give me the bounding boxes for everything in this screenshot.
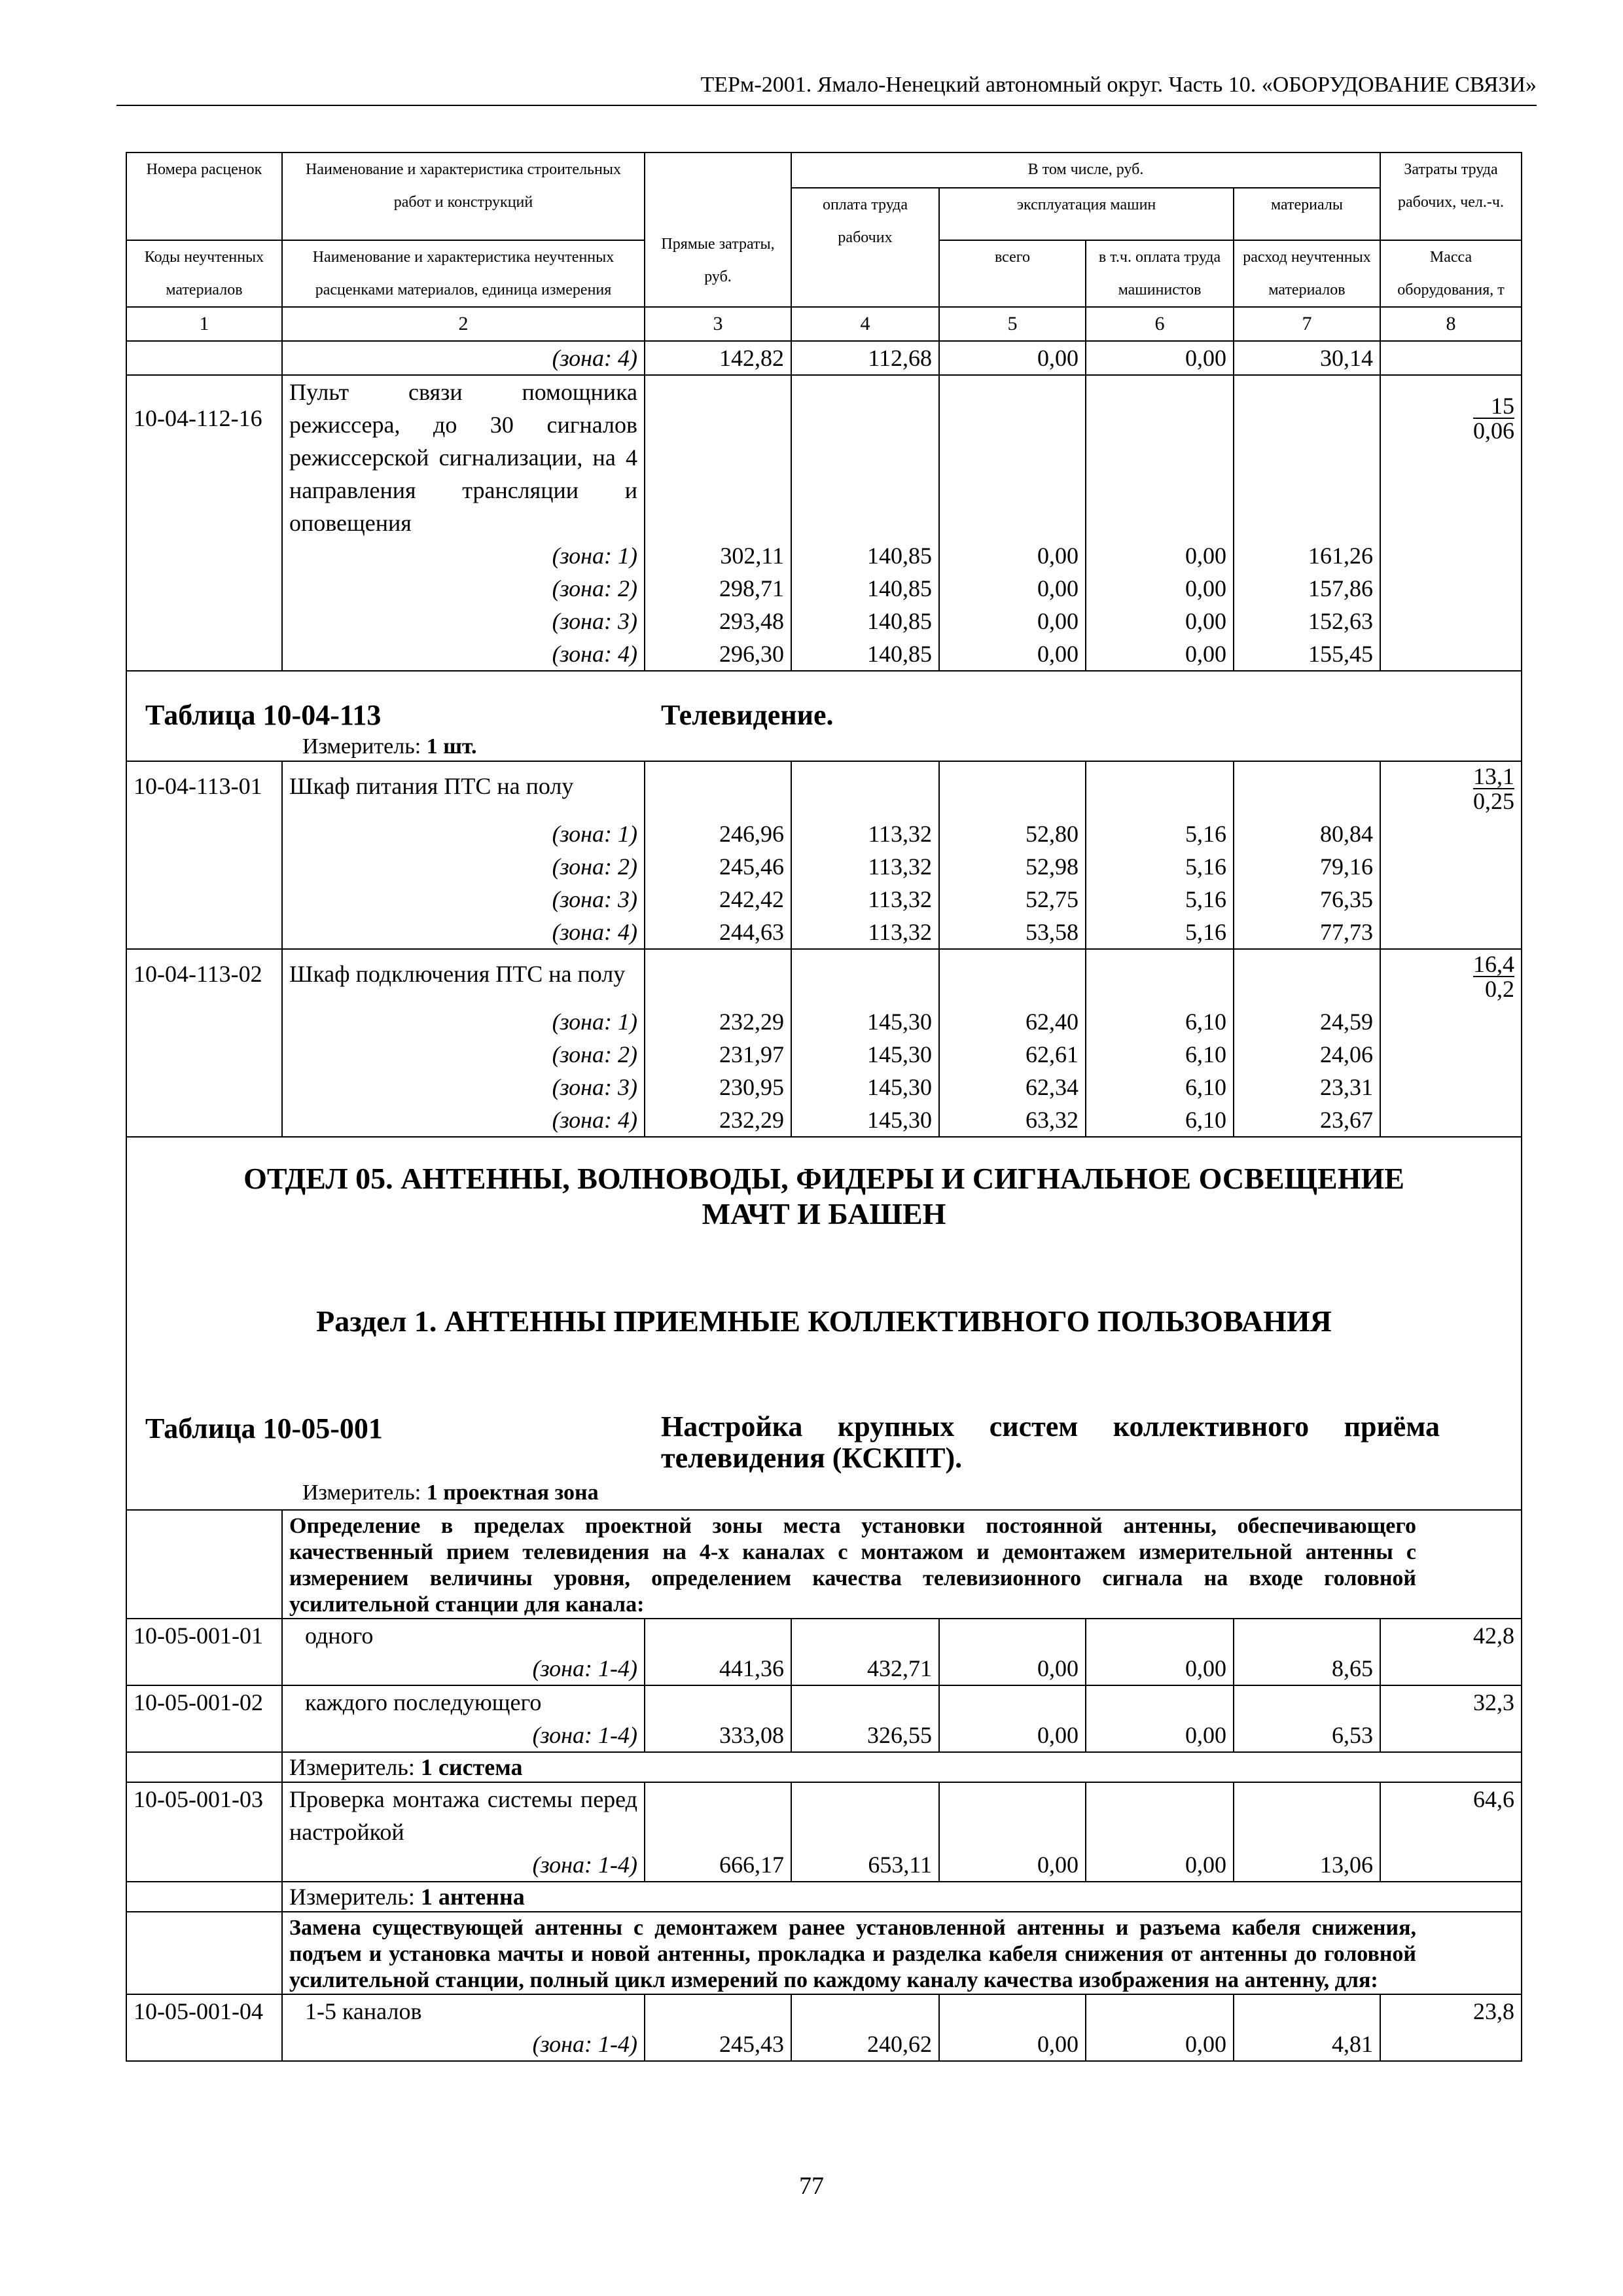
labor-value: 64,6 [1380,1782,1522,1848]
cell: 145,30 [791,1103,939,1137]
cell: 296,30 [645,637,791,671]
table-title: Настройка крупных систем коллективного приёма телевидения (КСКПТ). [661,1410,1440,1474]
table-row [126,949,1522,1005]
department-title [134,1161,1514,1232]
cell: 24,59 [1234,1005,1380,1038]
zone-label: (зона: 2) [282,572,645,605]
cell: 8,65 [1234,1652,1380,1685]
labor-mass [1380,949,1522,1005]
table-row [126,1619,1522,1652]
zone-label: (зона: 4) [282,1103,645,1137]
cell: 6,10 [1086,1005,1234,1038]
section-block [126,1137,1522,1510]
table-row [126,817,1522,850]
colnum-2: 2 [282,307,645,341]
mass-value: 0,25 [1473,788,1514,814]
cell: 0,00 [939,572,1086,605]
cell: 245,46 [645,850,791,883]
cell: 0,00 [939,1652,1086,1685]
colnum-3: 3 [645,307,791,341]
cell: 0,00 [1086,572,1234,605]
measure-unit [134,733,1514,761]
col1-header: Номера расценок [126,152,282,240]
labor-value: 15 [1473,394,1514,419]
measure-value: 1 система [420,1754,523,1780]
table-row [126,761,1522,817]
rates-table [126,152,1522,2062]
machines-header: эксплуатация машин [939,188,1234,240]
cell: 232,29 [645,1005,791,1038]
mass-value: 0,2 [1485,976,1514,1002]
rate-code: 10-04-113-02 [126,949,282,1005]
colnum-4: 4 [791,307,939,341]
cell: 5,16 [1086,817,1234,850]
zone-label: (зона: 4) [282,637,645,671]
mass-value: 0,06 [1473,418,1514,444]
description-row [126,1510,1522,1619]
table-row [126,1071,1522,1103]
labor-mass [1380,375,1522,539]
cell: 80,84 [1234,817,1380,850]
cell: 653,11 [791,1848,939,1882]
rate-name: каждого последующего [282,1685,645,1719]
cell: 6,10 [1086,1071,1234,1103]
table-row [126,637,1522,671]
description-row [126,1912,1522,1994]
cell: 76,35 [1234,883,1380,916]
cell: 112,68 [791,341,939,375]
cell: 113,32 [791,883,939,916]
cell: 6,10 [1086,1103,1234,1137]
cell: 62,61 [939,1038,1086,1071]
rate-name: одного [282,1619,645,1652]
labor-value: 32,3 [1380,1685,1522,1719]
cell: 62,34 [939,1071,1086,1103]
cell: 13,06 [1234,1848,1380,1882]
col5-header: всего [939,240,1086,307]
measure-value: 1 проектная зона [426,1480,599,1505]
table-row [126,883,1522,916]
rate-code: 10-04-113-01 [126,761,282,817]
zone-label: (зона: 1) [282,1005,645,1038]
department-title-line1: ОТДЕЛ 05. АНТЕННЫ, ВОЛНОВОДЫ, ФИДЕРЫ И СИГНАЛЬНОЕ ОСВЕЩЕНИЕ [243,1162,1404,1195]
cell: 0,00 [1086,1652,1234,1685]
measure-value: 1 шт. [426,734,477,759]
cell: 152,63 [1234,605,1380,637]
cell: 0,00 [1086,2028,1234,2061]
labor-value: 13,1 [1473,763,1514,789]
cell: 6,10 [1086,1038,1234,1071]
measure-value: 1 антенна [420,1884,525,1910]
table-title: Телевидение. [661,699,834,731]
cell: 53,58 [939,916,1086,949]
col2-subheader: Наименование и характеристика неучтенных расценками материалов, единица измерения [282,240,645,307]
cell: 77,73 [1234,916,1380,949]
rate-code: 10-05-001-01 [126,1619,282,1652]
col6-header: в т.ч. оплата труда машинистов [1086,240,1234,307]
table-row [126,850,1522,883]
cell: 113,32 [791,916,939,949]
labor-mass [1380,761,1522,817]
table-row [126,1848,1522,1882]
measure-label: Измеритель: [289,1884,415,1910]
measure-row [126,1882,1522,1912]
col1-subheader: Коды неучтенных материалов [126,240,282,307]
zone-label: (зона: 1-4) [282,1848,645,1882]
measure-label: Измеритель: [289,1754,415,1780]
cell: 432,71 [791,1652,939,1685]
table-row [126,1038,1522,1071]
cell: 145,30 [791,1071,939,1103]
cell: 293,48 [645,605,791,637]
table-row [126,1719,1522,1752]
cell: 140,85 [791,605,939,637]
cell: 52,75 [939,883,1086,916]
department-title-line2: МАЧТ И БАШЕН [702,1197,946,1230]
zone-label: (зона: 1-4) [282,1652,645,1685]
page-number: 77 [799,2172,824,2200]
table-row [126,572,1522,605]
table-row [126,1652,1522,1685]
zone-label: (зона: 2) [282,1038,645,1071]
cell: 232,29 [645,1103,791,1137]
cell: 23,67 [1234,1103,1380,1137]
cell: 0,00 [1086,605,1234,637]
cell: 145,30 [791,1005,939,1038]
cell: 140,85 [791,539,939,572]
rate-name: Шкаф питания ПТС на полу [282,761,645,817]
cell: 244,63 [645,916,791,949]
cell: 0,00 [1086,341,1234,375]
cell: 52,80 [939,817,1086,850]
rate-name: Шкаф подключения ПТС на полу [282,949,645,1005]
section-title: Раздел 1. АНТЕННЫ ПРИЕМНЫЕ КОЛЛЕКТИВНОГО ПОЛЬЗОВАНИЯ [316,1304,1332,1338]
cell: 0,00 [1086,637,1234,671]
cell: 5,16 [1086,916,1234,949]
cell: 0,00 [1086,1719,1234,1752]
cell: 326,55 [791,1719,939,1752]
zone-label: (зона: 4) [282,341,645,375]
cell: 62,40 [939,1005,1086,1038]
table-row [126,605,1522,637]
col8-header: Затраты труда рабочих, чел.-ч. [1380,152,1522,240]
cell: 246,96 [645,817,791,850]
cell: 113,32 [791,817,939,850]
cell: 0,00 [1086,1848,1234,1882]
cell: 155,45 [1234,637,1380,671]
rate-name: 1-5 каналов [282,1994,645,2028]
cell: 242,42 [645,883,791,916]
zone-label: (зона: 4) [282,916,645,949]
measure-row [126,1752,1522,1782]
cell: 5,16 [1086,883,1234,916]
labor-value: 16,4 [1473,951,1514,977]
labor-value: 23,8 [1380,1994,1522,2028]
table-row [126,375,1522,539]
materials-header: материалы [1234,188,1380,240]
cell: 140,85 [791,637,939,671]
rate-name: Проверка монтажа системы перед настройкой [282,1782,645,1848]
table-row [126,539,1522,572]
zone-label: (зона: 1) [282,539,645,572]
cell: 0,00 [939,637,1086,671]
cell: 63,32 [939,1103,1086,1137]
zone-label: (зона: 1) [282,817,645,850]
col8-subheader: Масса оборудования, т [1380,240,1522,307]
table-row [126,1005,1522,1038]
cell: 79,16 [1234,850,1380,883]
colnum-6: 6 [1086,307,1234,341]
colnum-1: 1 [126,307,282,341]
zone-label: (зона: 3) [282,605,645,637]
table-number: Таблица 10-04-113 [145,699,382,731]
col2-header: Наименование и характеристика строительных работ и конструкций [282,152,645,240]
col3-header: Прямые затраты, руб. [645,152,791,307]
cell: 0,00 [939,1719,1086,1752]
cell: 142,82 [645,341,791,375]
measure-unit [134,1479,1514,1507]
zone-label: (зона: 3) [282,883,645,916]
measure-label: Измеритель: [302,1480,421,1505]
column-numbers-row [126,307,1522,341]
cell: 0,00 [939,1848,1086,1882]
cell: 0,00 [939,341,1086,375]
cell: 157,86 [1234,572,1380,605]
cell: 441,36 [645,1652,791,1685]
work-description: Замена существующей антенны с демонтажем ранее установленной антенны и разъема кабеля снижения, подъем и установка мачты и новой антенны, прокладка и разделка кабеля снижения от антенны до головной усилительной станции, полный цикл измерений по каждому каналу качества изображения на антенну, для: [289,1916,1416,1992]
cell: 113,32 [791,850,939,883]
colnum-5: 5 [939,307,1086,341]
col7-header: расход неучтенных материалов [1234,240,1380,307]
table-row [126,1994,1522,2028]
zone-label: (зона: 1-4) [282,2028,645,2061]
cell: 0,00 [939,2028,1086,2061]
zone-label: (зона: 1-4) [282,1719,645,1752]
cell: 4,81 [1234,2028,1380,2061]
cell: 0,00 [939,539,1086,572]
incl-header: В том числе, руб. [791,152,1380,188]
cell: 161,26 [1234,539,1380,572]
cell: 666,17 [645,1848,791,1882]
rate-name: Пульт связи помощника режиссера, до 30 сигналов режиссерской сигнализации, на 4 направления трансляции и оповещения [282,375,645,539]
rate-code: 10-04-112-16 [126,375,282,539]
work-description: Определение в пределах проектной зоны места установки постоянной антенны, обеспечивающего качественный прием телевидения на 4-х каналах с монтажом и демонтажем измерительной антенны с измерением величины уровня, определением качества телевизионного сигнала на входе головной усилительной станции для канала: [289,1514,1416,1617]
table-row [126,341,1522,375]
col4-header: оплата труда рабочих [791,188,939,307]
colnum-8: 8 [1380,307,1522,341]
cell: 24,06 [1234,1038,1380,1071]
table-title-row [126,671,1522,761]
running-header: ТЕРм-2001. Ямало-Ненецкий автономный округ. Часть 10. «ОБОРУДОВАНИЕ СВЯЗИ» [700,73,1537,97]
cell: 298,71 [645,572,791,605]
table-number: Таблица 10-05-001 [145,1412,383,1444]
table-row [126,1782,1522,1848]
table-row [126,2028,1522,2061]
cell: 240,62 [791,2028,939,2061]
labor-value: 42,8 [1380,1619,1522,1652]
cell: 0,00 [939,605,1086,637]
cell: 145,30 [791,1038,939,1071]
zone-label: (зона: 3) [282,1071,645,1103]
cell: 333,08 [645,1719,791,1752]
rate-code: 10-05-001-04 [126,1994,282,2028]
cell: 140,85 [791,572,939,605]
cell: 231,97 [645,1038,791,1071]
cell: 5,16 [1086,850,1234,883]
cell: 0,00 [1086,539,1234,572]
cell: 23,31 [1234,1071,1380,1103]
zone-label: (зона: 2) [282,850,645,883]
table-row [126,1103,1522,1137]
rate-code: 10-05-001-02 [126,1685,282,1719]
header-rule [116,105,1537,106]
rate-code: 10-05-001-03 [126,1782,282,1848]
table-row [126,1685,1522,1719]
table-row [126,916,1522,949]
cell: 30,14 [1234,341,1380,375]
cell: 230,95 [645,1071,791,1103]
cell: 245,43 [645,2028,791,2061]
cell: 52,98 [939,850,1086,883]
colnum-7: 7 [1234,307,1380,341]
cell: 6,53 [1234,1719,1380,1752]
measure-label: Измеритель: [302,734,421,759]
cell: 302,11 [645,539,791,572]
